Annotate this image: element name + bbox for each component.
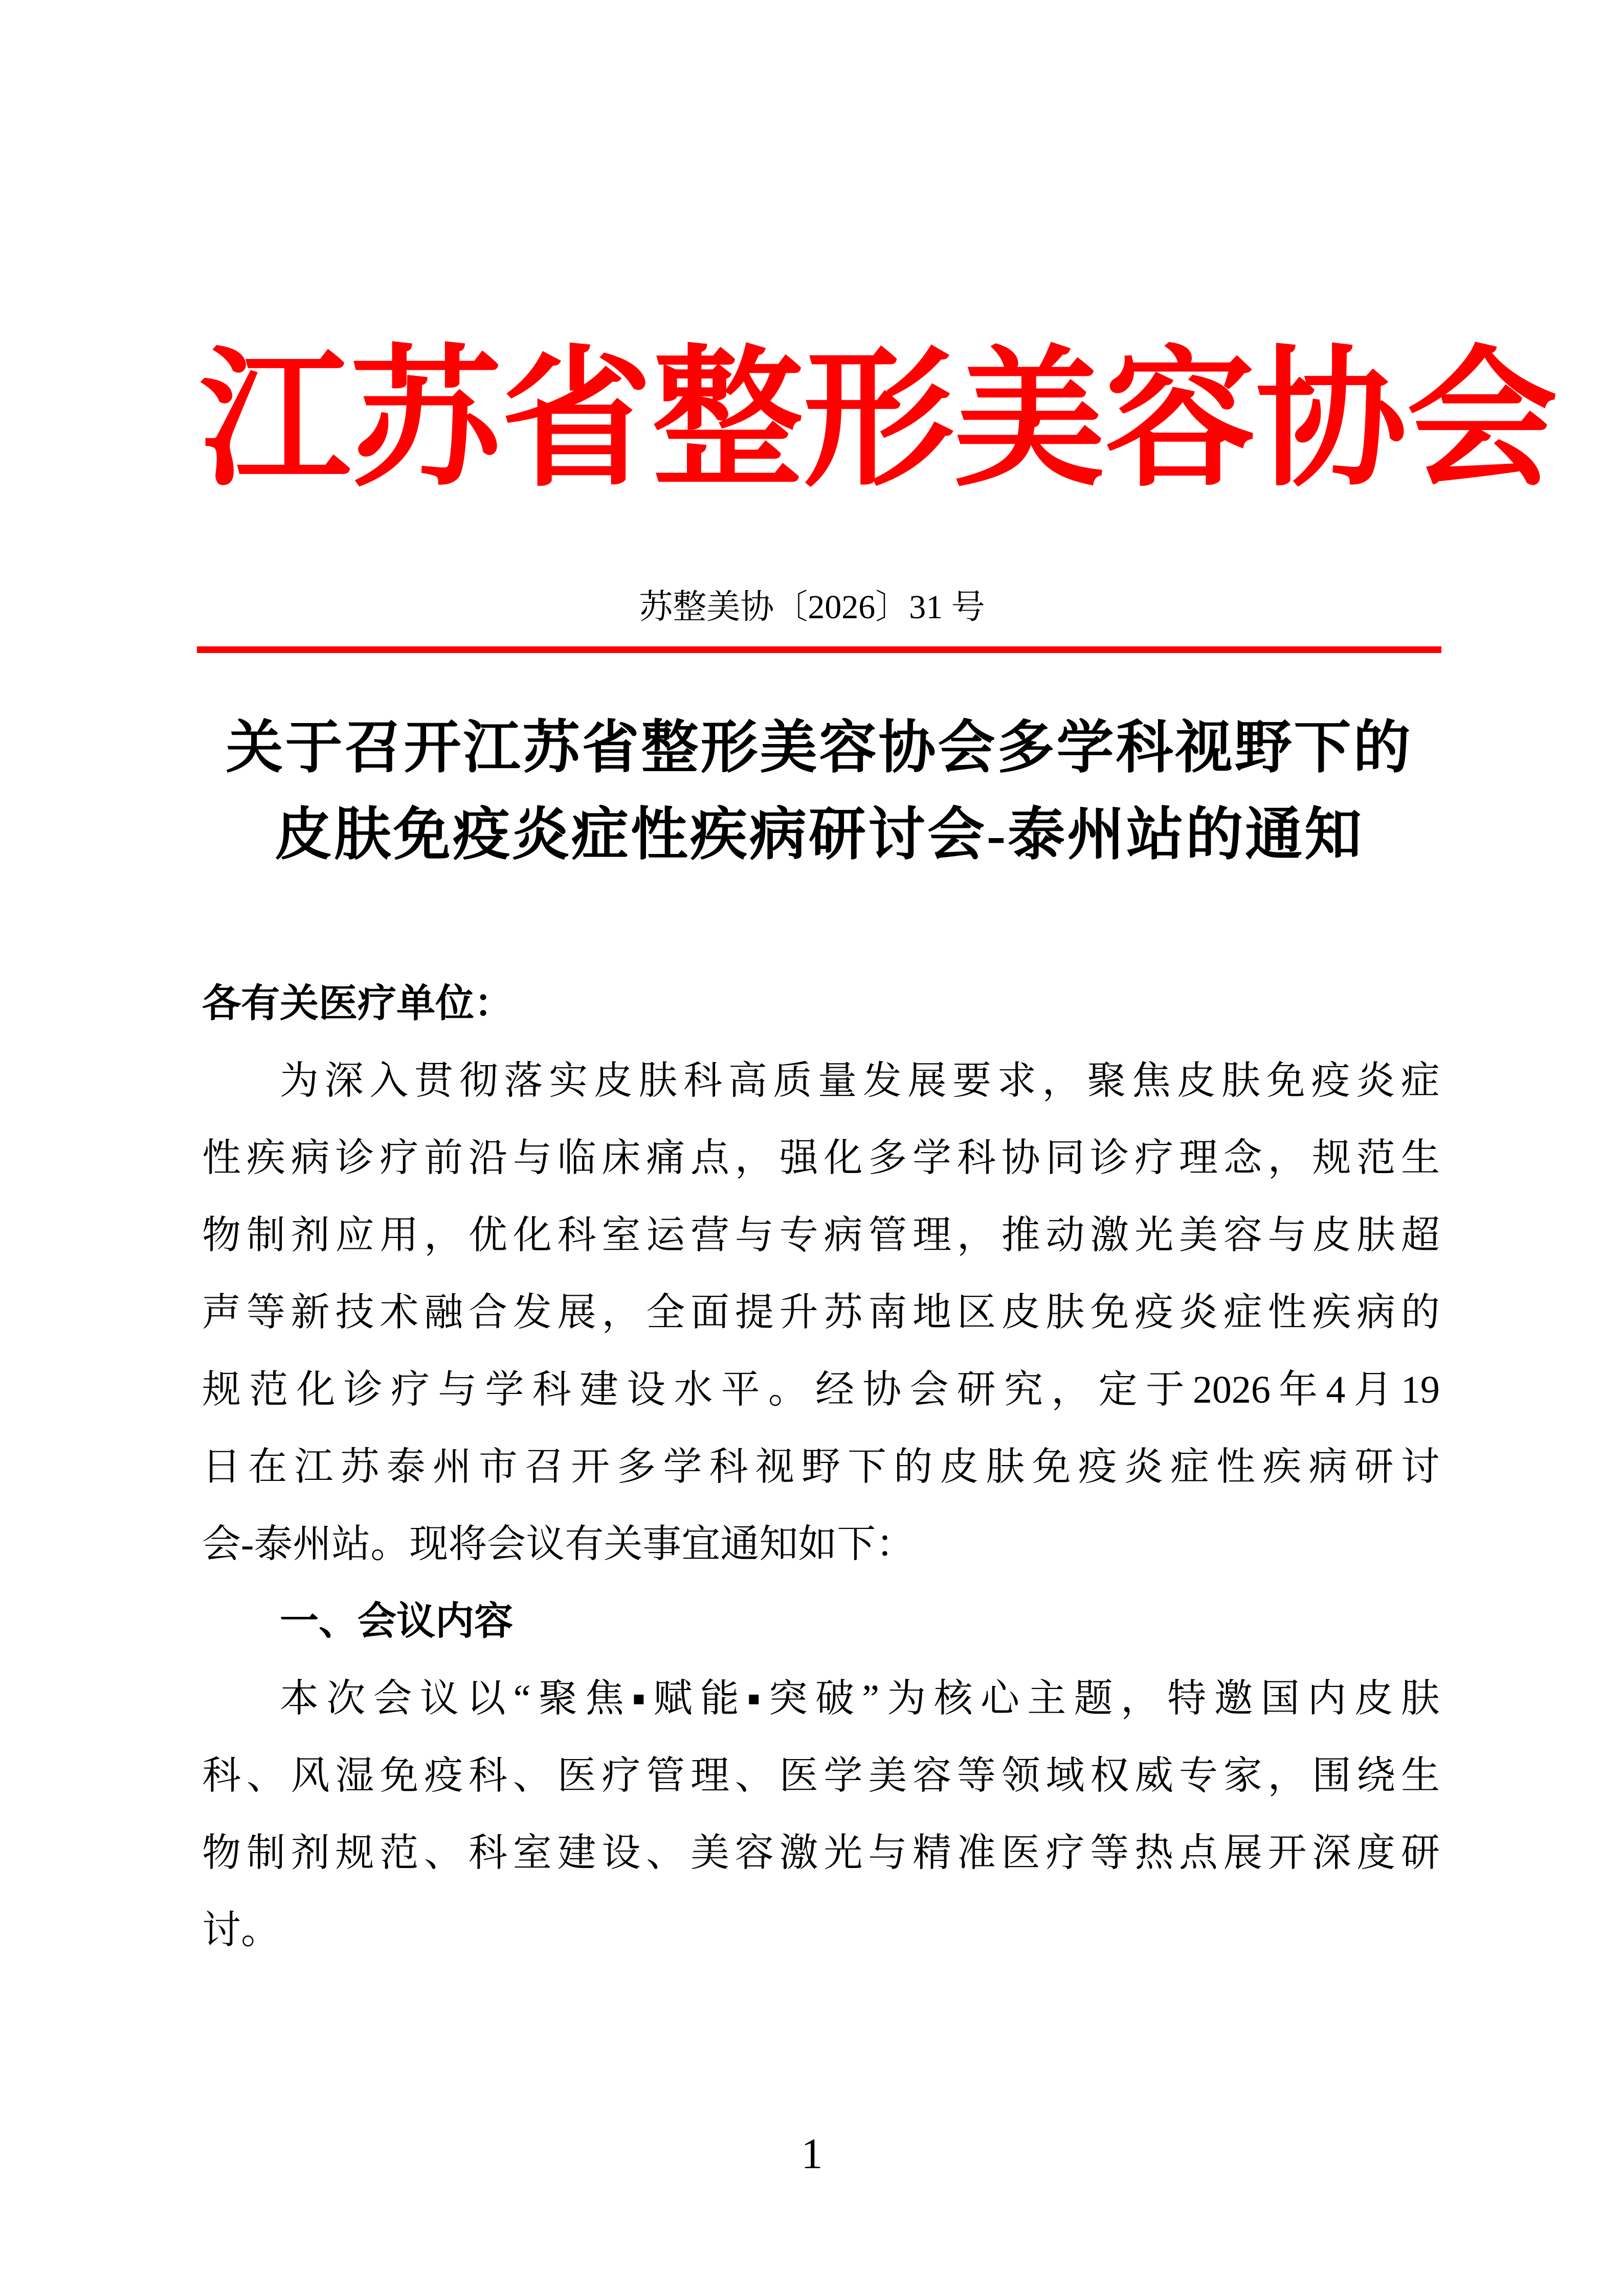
doc-title-line-2: 皮肤免疫炎症性疾病研讨会-泰州站的通知	[274, 803, 1364, 867]
document-body	[202, 965, 1440, 1969]
org-letterhead-title: 江 苏 省 整 形 美 容 协 会	[199, 337, 1558, 504]
body-line: 科 、 风 湿 免 疫 科 、 医 疗 管 理 、 医 学 美 容 等 领 域 权 威 专 家 ， 围 绕 生	[202, 1754, 1440, 1797]
doc-reference-number: 苏整美协〔2026〕31 号	[639, 589, 985, 626]
doc-title	[197, 705, 1441, 879]
body-line: 规 范 化 诊 疗 与 学 科 建 设 水 平 。 经 协 会 研 究 ， 定 于 2026 年 4 月 19	[202, 1368, 1440, 1411]
body-line: 性 疾 病 诊 疗 前 沿 与 临 床 痛 点 ， 强 化 多 学 科 协 同 诊 疗 理 念 ， 规 范 生	[202, 1137, 1440, 1180]
section-heading: 一、会议内容	[280, 1600, 513, 1643]
salutation: 各有关医疗单位：	[202, 982, 513, 1025]
doc-title-line-1: 关于召开江苏省整形美容协会多学科视野下的	[226, 716, 1413, 780]
page-number: 1	[801, 2130, 823, 2178]
body-line: 为 深 入 贯 彻 落 实 皮 肤 科 高 质 量 发 展 要 求 ， 聚 焦 皮 肤 免 疫 炎 症	[280, 1060, 1440, 1102]
red-divider-line	[197, 646, 1441, 653]
body-line: 物 制 剂 应 用 ， 优 化 科 室 运 营 与 专 病 管 理 ， 推 动 激 光 美 容 与 皮 肤 超	[202, 1214, 1440, 1257]
body-line: 会-泰州站。现将会议有关事宜通知如下：	[202, 1523, 915, 1566]
body-line: 物 制 剂 规 范 、 科 室 建 设 、 美 容 激 光 与 精 准 医 疗 等 热 点 展 开 深 度 研	[202, 1832, 1440, 1875]
body-line: 日 在 江 苏 泰 州 市 召 开 多 学 科 视 野 下 的 皮 肤 免 疫 炎 症 性 疾 病 研 讨	[202, 1446, 1440, 1489]
body-line: 声 等 新 技 术 融 合 发 展 ， 全 面 提 升 苏 南 地 区 皮 肤 免 疫 炎 症 性 疾 病 的	[202, 1291, 1440, 1334]
body-line: 讨。	[202, 1909, 280, 1952]
body-line: 本 次 会 议 以 “ 聚 焦 ▪ 赋 能 ▪ 突 破 ” 为 核 心 主 题 ， 特 邀 国 内 皮 肤	[280, 1677, 1440, 1720]
